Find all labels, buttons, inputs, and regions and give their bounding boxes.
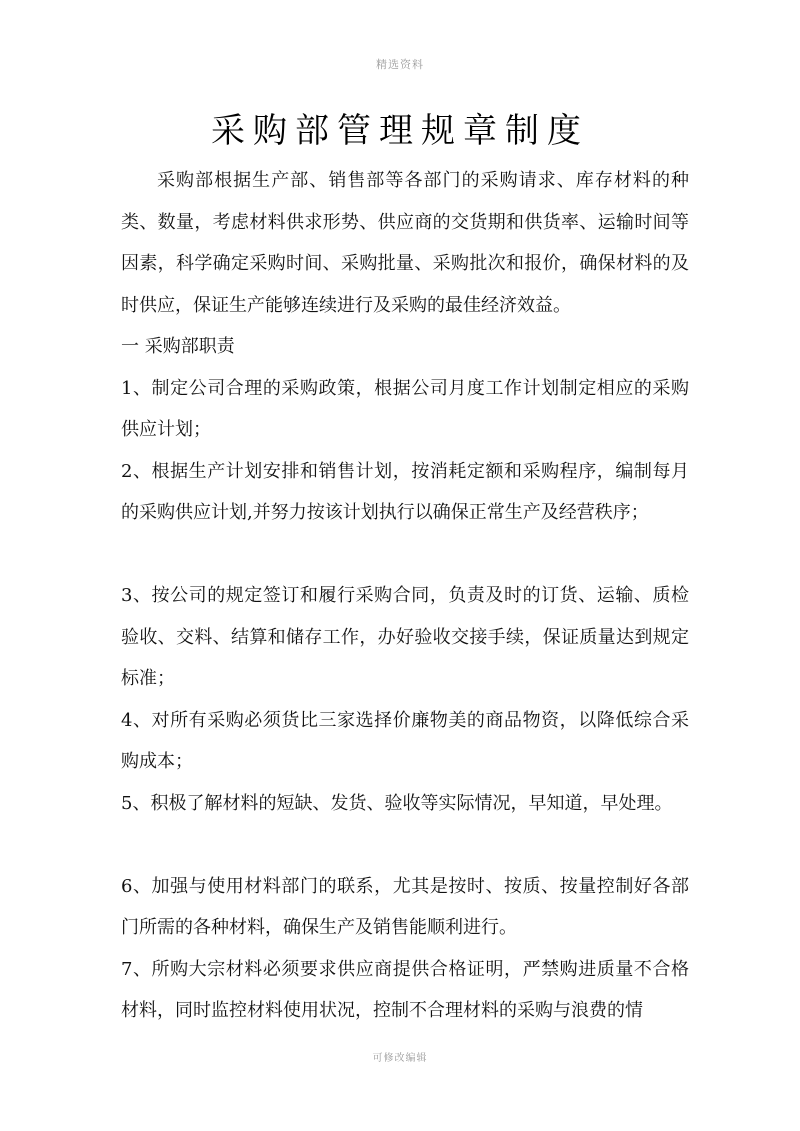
document-body	[121, 160, 689, 1032]
document-title: 采购部管理规章制度	[211, 111, 589, 151]
duty-item-2: 2、根据生产计划安排和销售计划，按消耗定额和采购程序，编制每月的采购供应计划,并努力按该计划执行以确保正常生产及经营秩序；	[121, 460, 689, 523]
section-heading: 一 采购部职责	[121, 336, 235, 357]
duty-item-5: 5、积极了解材料的短缺、发货、验收等实际情况，早知道，早处理。	[121, 792, 673, 814]
intro-paragraph: 采购部根据生产部、销售部等各部门的采购请求、库存材料的种类、数量，考虑材料供求形势、供应商的交货期和供货率、运输时间等因素，科学确定采购时间、采购批量、采购批次和报价，确保材料的及时供应，保证生产能够连续进行及采购的最佳经济效益。	[121, 170, 689, 316]
page-footer-note: 可修改编辑	[372, 1053, 428, 1064]
duty-item-7: 7、所购大宗材料必须要求供应商提供合格证明，严禁购进质量不合格材料，同时监控材料使用状况，控制不合理材料的采购与浪费的情	[121, 958, 689, 1021]
page-header-note: 精选资料	[376, 58, 424, 71]
duty-item-3: 3、按公司的规定签订和履行采购合同，负责及时的订货、运输、质检验收、交料、结算和储存工作，办好验收交接手续，保证质量达到规定标准；	[121, 585, 689, 689]
duty-item-6: 6、加强与使用材料部门的联系，尤其是按时、按质、按量控制好各部门所需的各种材料，确保生产及销售能顺利进行。	[121, 875, 689, 938]
duty-item-1: 1、制定公司合理的采购政策，根据公司月度工作计划制定相应的采购供应计划；	[121, 377, 689, 440]
duty-item-4: 4、对所有采购必须货比三家选择价廉物美的商品物资，以降低综合采购成本；	[121, 709, 689, 772]
